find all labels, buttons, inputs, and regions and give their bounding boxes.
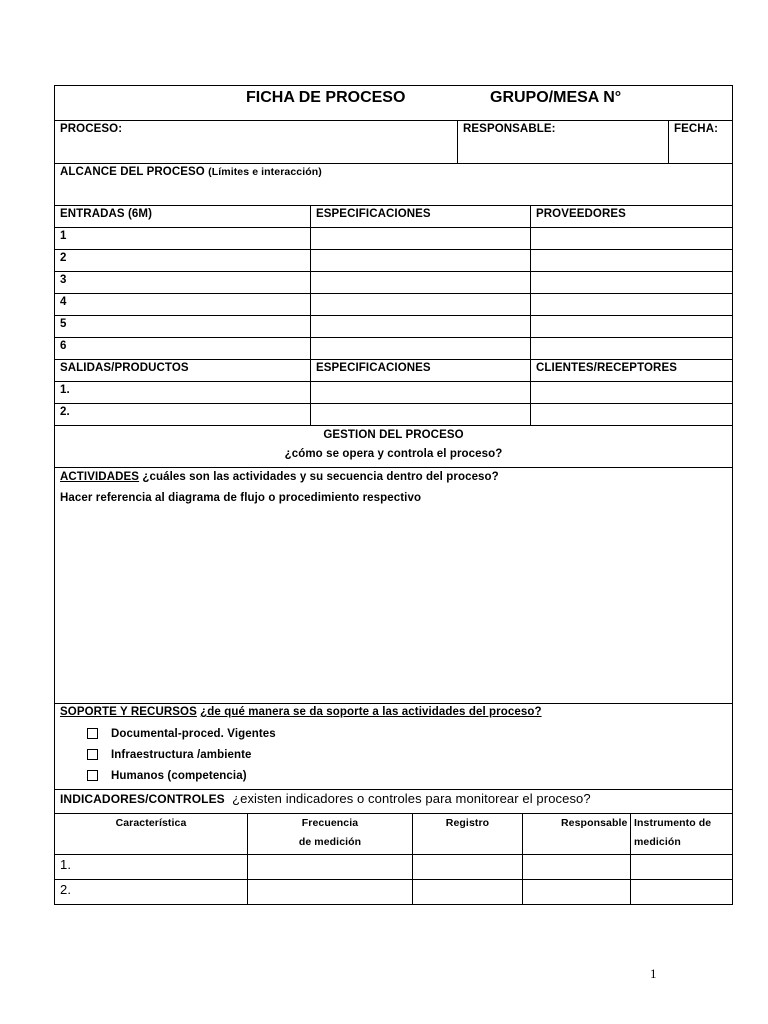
checkbox[interactable] — [87, 749, 98, 760]
indicador-number[interactable]: 2. — [55, 880, 248, 904]
salida-number[interactable]: 1. — [55, 382, 311, 403]
entrada-supplier-cell[interactable] — [531, 228, 732, 249]
gestion-row — [54, 426, 733, 468]
entrada-spec-cell[interactable] — [311, 316, 531, 337]
indicador-number[interactable]: 1. — [55, 855, 248, 879]
salida-client-cell[interactable] — [531, 382, 732, 403]
col-responsable — [523, 814, 631, 854]
column-header: Responsable — [561, 817, 628, 829]
soporte-option[interactable] — [60, 765, 727, 786]
salidas-header-row — [54, 360, 733, 382]
entradas-header: ENTRADAS (6M) — [55, 206, 311, 227]
table-row — [54, 250, 733, 272]
entrada-number[interactable]: 6 — [55, 338, 311, 359]
column-header: Frecuencia — [301, 817, 359, 829]
info-row — [54, 121, 733, 164]
soporte-option-label: Humanos (competencia) — [111, 769, 247, 782]
entrada-spec-cell[interactable] — [311, 228, 531, 249]
proceso-label: PROCESO: — [60, 123, 123, 135]
group-label: GRUPO/MESA N° — [490, 89, 622, 106]
column-header-line2: medición — [634, 836, 681, 848]
indicadores-question: ¿existen indicadores o controles para monitorear el proceso? — [232, 791, 591, 806]
responsable-label: RESPONSABLE: — [463, 123, 556, 135]
clientes-header: CLIENTES/RECEPTORES — [536, 362, 677, 374]
soporte-option[interactable] — [60, 723, 727, 744]
checkbox[interactable] — [87, 770, 98, 781]
table-row — [54, 294, 733, 316]
actividades-row[interactable] — [54, 468, 733, 704]
col-registro — [413, 814, 523, 854]
entrada-supplier-cell[interactable] — [531, 294, 732, 315]
actividades-question: ¿cuáles son las actividades y su secuencia dentro del proceso? — [142, 471, 499, 483]
title-row — [54, 85, 733, 121]
actividades-label: ACTIVIDADES — [60, 471, 140, 483]
salida-number[interactable]: 2. — [55, 404, 311, 425]
salida-spec-cell[interactable] — [311, 382, 531, 403]
responsable-field[interactable] — [458, 121, 669, 163]
entrada-spec-cell[interactable] — [311, 250, 531, 271]
table-row — [54, 382, 733, 404]
indicadores-header-row — [54, 814, 733, 855]
entrada-number[interactable]: 1 — [55, 228, 311, 249]
fecha-label: FECHA: — [674, 123, 719, 135]
soporte-option[interactable] — [60, 744, 727, 765]
registro-cell[interactable] — [413, 855, 523, 879]
frecuencia-cell[interactable] — [248, 880, 413, 904]
table-row — [54, 316, 733, 338]
entrada-spec-cell[interactable] — [311, 272, 531, 293]
instrumento-cell[interactable] — [631, 855, 732, 879]
alcance-row[interactable] — [54, 164, 733, 206]
instrumento-cell[interactable] — [631, 880, 732, 904]
entrada-number[interactable]: 2 — [55, 250, 311, 271]
checkbox[interactable] — [87, 728, 98, 739]
salida-spec-cell[interactable] — [311, 404, 531, 425]
salidas-header: SALIDAS/PRODUCTOS — [55, 360, 311, 381]
table-row — [54, 272, 733, 294]
table-row — [54, 338, 733, 360]
soporte-question: ¿de qué manera se da soporte a las actividades del proceso? — [200, 706, 542, 718]
especificaciones-header: ESPECIFICACIONES — [311, 206, 531, 227]
indicadores-row — [54, 790, 733, 814]
frecuencia-cell[interactable] — [248, 855, 413, 879]
alcance-label: ALCANCE DEL PROCESO — [60, 166, 205, 178]
col-caracteristica — [55, 814, 248, 854]
gestion-title: GESTION DEL PROCESO — [323, 429, 464, 441]
soporte-option-label: Infraestructura /ambiente — [111, 748, 252, 761]
entrada-number[interactable]: 4 — [55, 294, 311, 315]
entrada-supplier-cell[interactable] — [531, 272, 732, 293]
table-row — [54, 855, 733, 880]
entrada-spec-cell[interactable] — [311, 338, 531, 359]
registro-cell[interactable] — [413, 880, 523, 904]
soporte-option-label: Documental-proced. Vigentes — [111, 727, 276, 740]
indicadores-label: INDICADORES/CONTROLES — [60, 792, 225, 806]
page-number: 1 — [650, 966, 657, 981]
table-row — [54, 404, 733, 426]
table-row — [54, 228, 733, 250]
entrada-supplier-cell[interactable] — [531, 250, 732, 271]
entrada-number[interactable]: 5 — [55, 316, 311, 337]
form-title: FICHA DE PROCESO — [246, 89, 406, 106]
table-row — [54, 880, 733, 905]
column-header: Instrumento de — [634, 817, 712, 829]
salidas-spec-header: ESPECIFICACIONES — [311, 360, 531, 381]
soporte-row — [54, 704, 733, 790]
gestion-question: ¿cómo se opera y controla el proceso? — [284, 448, 503, 460]
entrada-spec-cell[interactable] — [311, 294, 531, 315]
fecha-field[interactable] — [669, 121, 732, 163]
proceso-field[interactable] — [55, 121, 458, 163]
alcance-note: (Límites e interacción) — [208, 166, 322, 178]
col-instrumento — [631, 814, 732, 854]
entradas-header-row — [54, 206, 733, 228]
column-header-line2: de medición — [298, 836, 362, 848]
process-sheet — [54, 85, 733, 905]
entrada-number[interactable]: 3 — [55, 272, 311, 293]
responsable-cell[interactable] — [523, 880, 631, 904]
soporte-label: SOPORTE Y RECURSOS — [60, 706, 197, 718]
column-header: Registro — [445, 817, 490, 829]
proveedores-header: PROVEEDORES — [536, 208, 626, 220]
responsable-cell[interactable] — [523, 855, 631, 879]
column-header: Característica — [115, 817, 187, 829]
col-frecuencia — [248, 814, 413, 854]
salida-client-cell[interactable] — [531, 404, 732, 425]
entrada-supplier-cell[interactable] — [531, 338, 732, 359]
actividades-note: Hacer referencia al diagrama de flujo o procedimiento respectivo — [60, 492, 422, 504]
entrada-supplier-cell[interactable] — [531, 316, 732, 337]
